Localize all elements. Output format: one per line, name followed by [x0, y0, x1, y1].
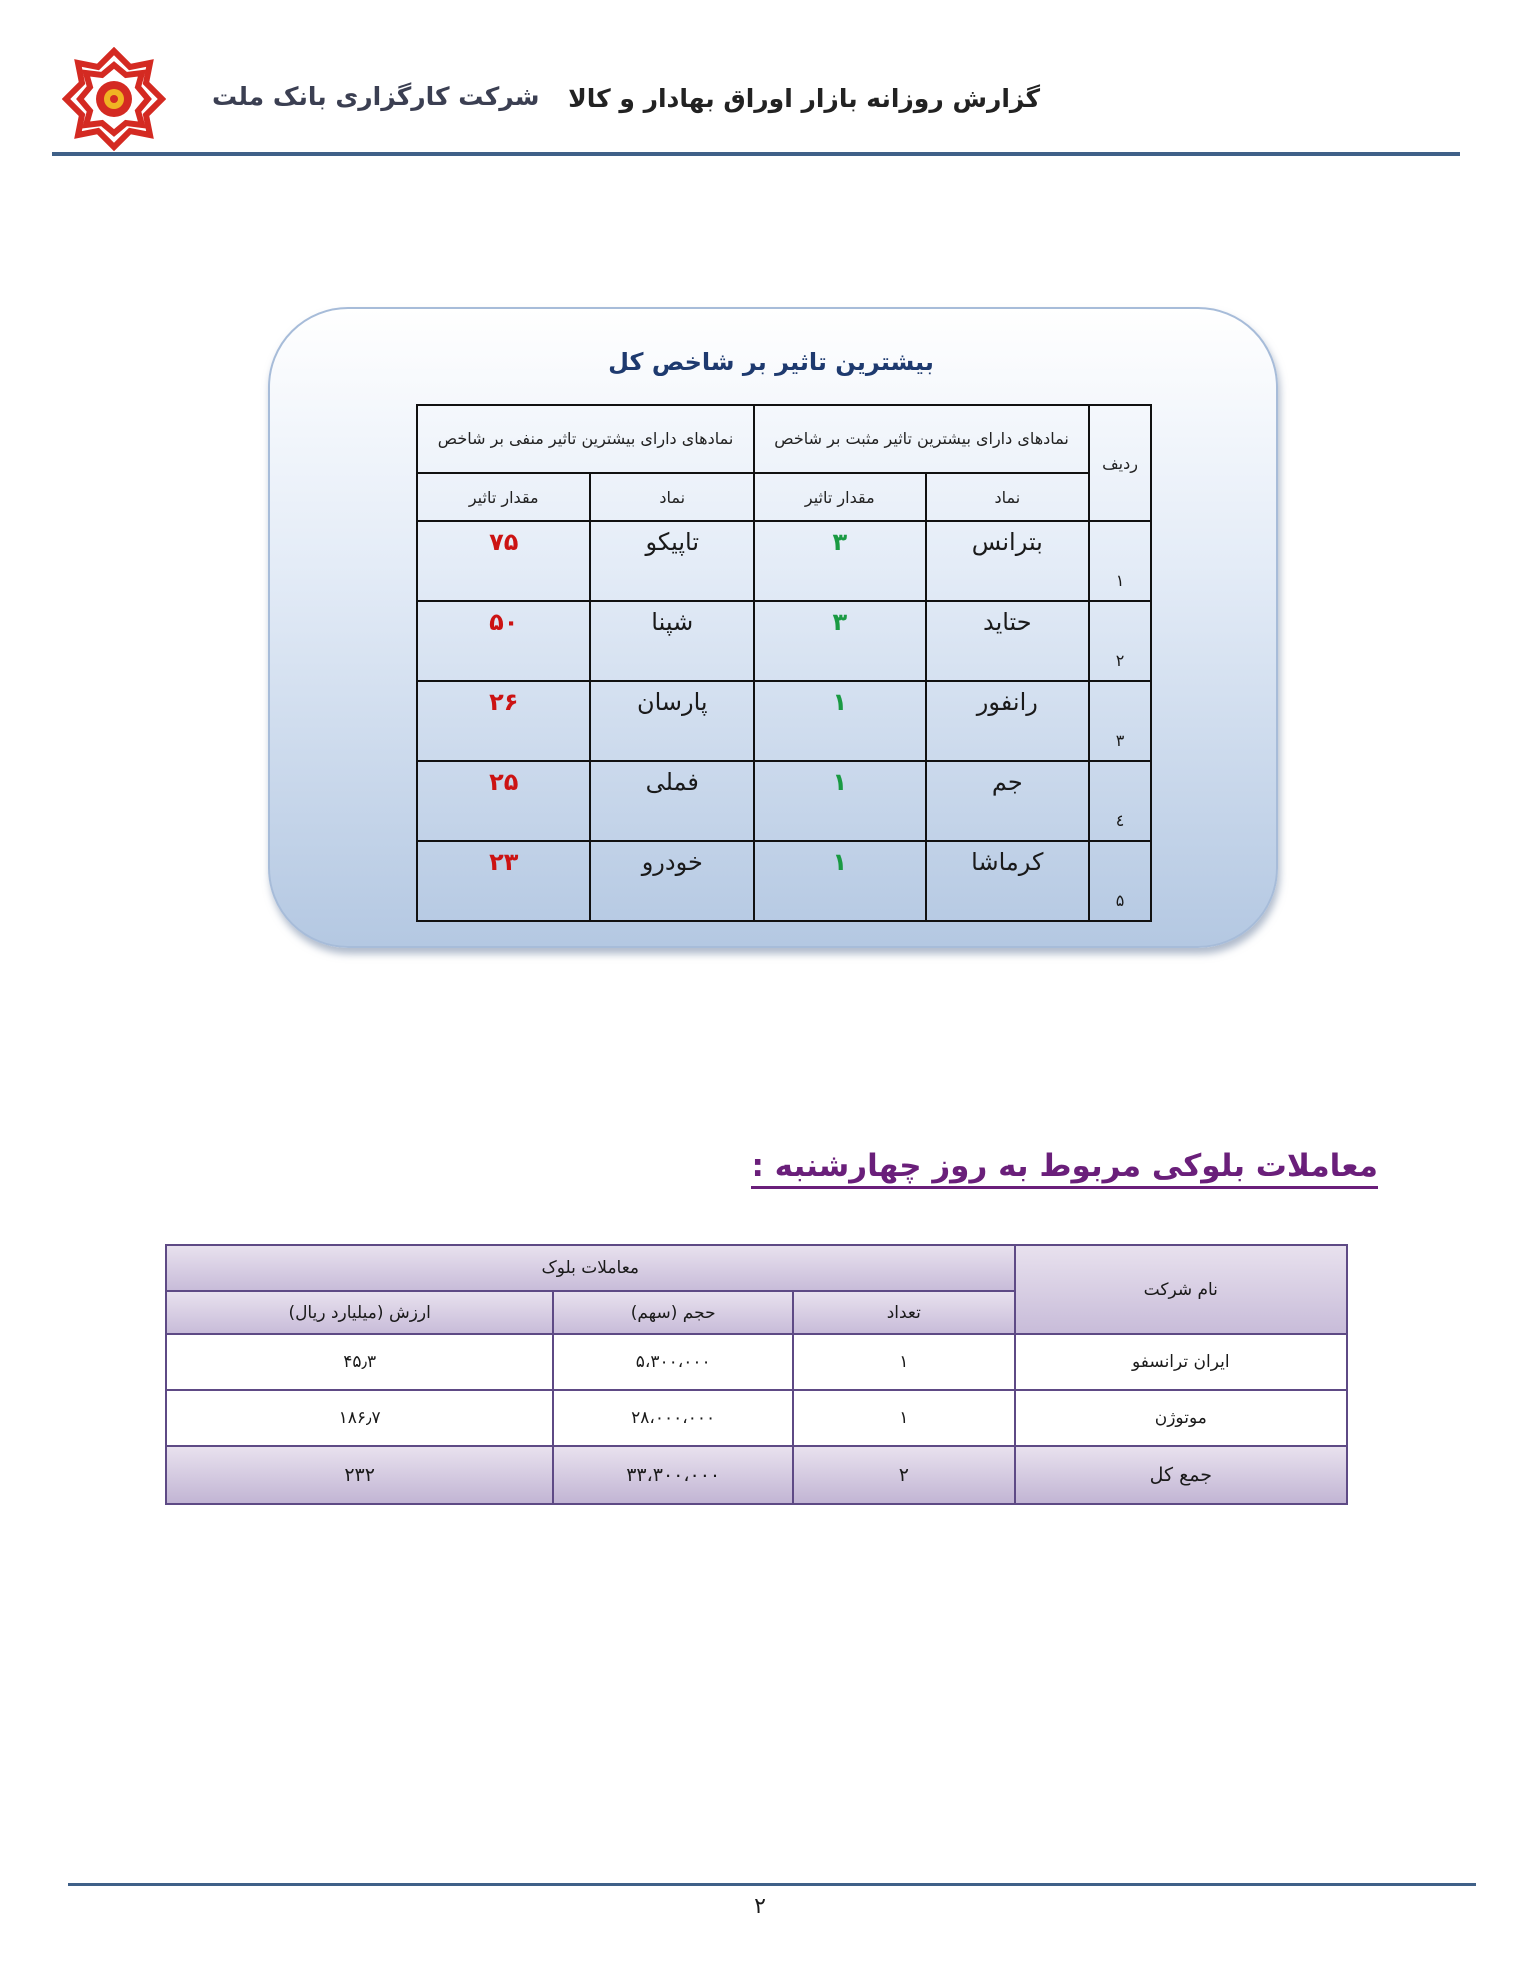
positive-symbol-cell: حتاید — [926, 601, 1090, 681]
value-cell: ۱۸۶٫۷ — [166, 1390, 553, 1446]
report-title: گزارش روزانه بازار اوراق بهادار و کالا — [568, 84, 1040, 113]
positive-value-cell: ۱ — [754, 761, 925, 841]
company-cell: موتوژن — [1015, 1390, 1347, 1446]
rank-cell: ٤ — [1089, 761, 1151, 841]
header-divider — [52, 152, 1460, 156]
rank-cell: ۲ — [1089, 601, 1151, 681]
negative-symbol-cell: خودرو — [590, 841, 754, 921]
negative-value-cell: ۲۶ — [417, 681, 590, 761]
positive-symbol-cell: بترانس — [926, 521, 1090, 601]
rank-cell: ۵ — [1089, 841, 1151, 921]
table-row — [417, 681, 1151, 761]
volume-header: حجم (سهم) — [553, 1291, 793, 1334]
positive-symbol-cell: جم — [926, 761, 1090, 841]
negative-value-cell: ۲۵ — [417, 761, 590, 841]
negative-group-header: نمادهای دارای بیشترین تاثیر منفی بر شاخص — [417, 405, 754, 473]
block-trades-table — [165, 1244, 1348, 1505]
footer-divider — [68, 1883, 1476, 1886]
total-value-cell: ۲۳۲ — [166, 1446, 553, 1504]
negative-symbol-cell: فملی — [590, 761, 754, 841]
table-row — [417, 761, 1151, 841]
count-cell: ۱ — [793, 1334, 1015, 1390]
table-row — [417, 601, 1151, 681]
positive-symbol-cell: رانفور — [926, 681, 1090, 761]
total-label-cell: جمع کل — [1015, 1446, 1347, 1504]
volume-cell: ۲۸،۰۰۰،۰۰۰ — [553, 1390, 793, 1446]
table-row — [417, 841, 1151, 921]
positive-group-header: نمادهای دارای بیشترین تاثیر مثبت بر شاخص — [754, 405, 1089, 473]
volume-cell: ۵،۳۰۰،۰۰۰ — [553, 1334, 793, 1390]
panel-title: بیشترین تاثیر بر شاخص کل — [608, 348, 934, 376]
positive-value-cell: ۱ — [754, 841, 925, 921]
value-header: ارزش (میلیارد ریال) — [166, 1291, 553, 1334]
block-group-header: معاملات بلوک — [166, 1245, 1015, 1291]
company-cell: ایران ترانسفو — [1015, 1334, 1347, 1390]
index-impact-table — [416, 404, 1152, 922]
positive-symbol-cell: کرماشا — [926, 841, 1090, 921]
company-header: نام شرکت — [1015, 1245, 1347, 1334]
total-count-cell: ۲ — [793, 1446, 1015, 1504]
negative-symbol-cell: شپنا — [590, 601, 754, 681]
positive-value-cell: ۳ — [754, 521, 925, 601]
positive-value-cell: ۳ — [754, 601, 925, 681]
block-trades-heading: معاملات بلوکی مربوط به روز چهارشنبه : — [751, 1148, 1378, 1189]
positive-value-cell: ۱ — [754, 681, 925, 761]
value-cell: ۴۵٫۳ — [166, 1334, 553, 1390]
negative-symbol-cell: پارسان — [590, 681, 754, 761]
positive-amount-header: مقدار تاثیر — [754, 473, 925, 521]
total-row — [166, 1446, 1347, 1504]
positive-symbol-header: نماد — [926, 473, 1090, 521]
negative-value-cell: ۷۵ — [417, 521, 590, 601]
negative-value-cell: ۲۳ — [417, 841, 590, 921]
negative-value-cell: ۵۰ — [417, 601, 590, 681]
count-header: تعداد — [793, 1291, 1015, 1334]
page-number: ۲ — [754, 1894, 766, 1919]
table-row — [417, 521, 1151, 601]
rank-cell: ۱ — [1089, 521, 1151, 601]
bank-mellat-logo-icon — [62, 47, 166, 151]
table-row — [166, 1334, 1347, 1390]
total-volume-cell: ۳۳،۳۰۰،۰۰۰ — [553, 1446, 793, 1504]
negative-amount-header: مقدار تاثیر — [417, 473, 590, 521]
company-name: شرکت کارگزاری بانک ملت — [212, 82, 540, 111]
table-row — [166, 1390, 1347, 1446]
negative-symbol-cell: تاپیکو — [590, 521, 754, 601]
negative-symbol-header: نماد — [590, 473, 754, 521]
rank-header: ردیف — [1089, 405, 1151, 521]
rank-cell: ۳ — [1089, 681, 1151, 761]
count-cell: ۱ — [793, 1390, 1015, 1446]
